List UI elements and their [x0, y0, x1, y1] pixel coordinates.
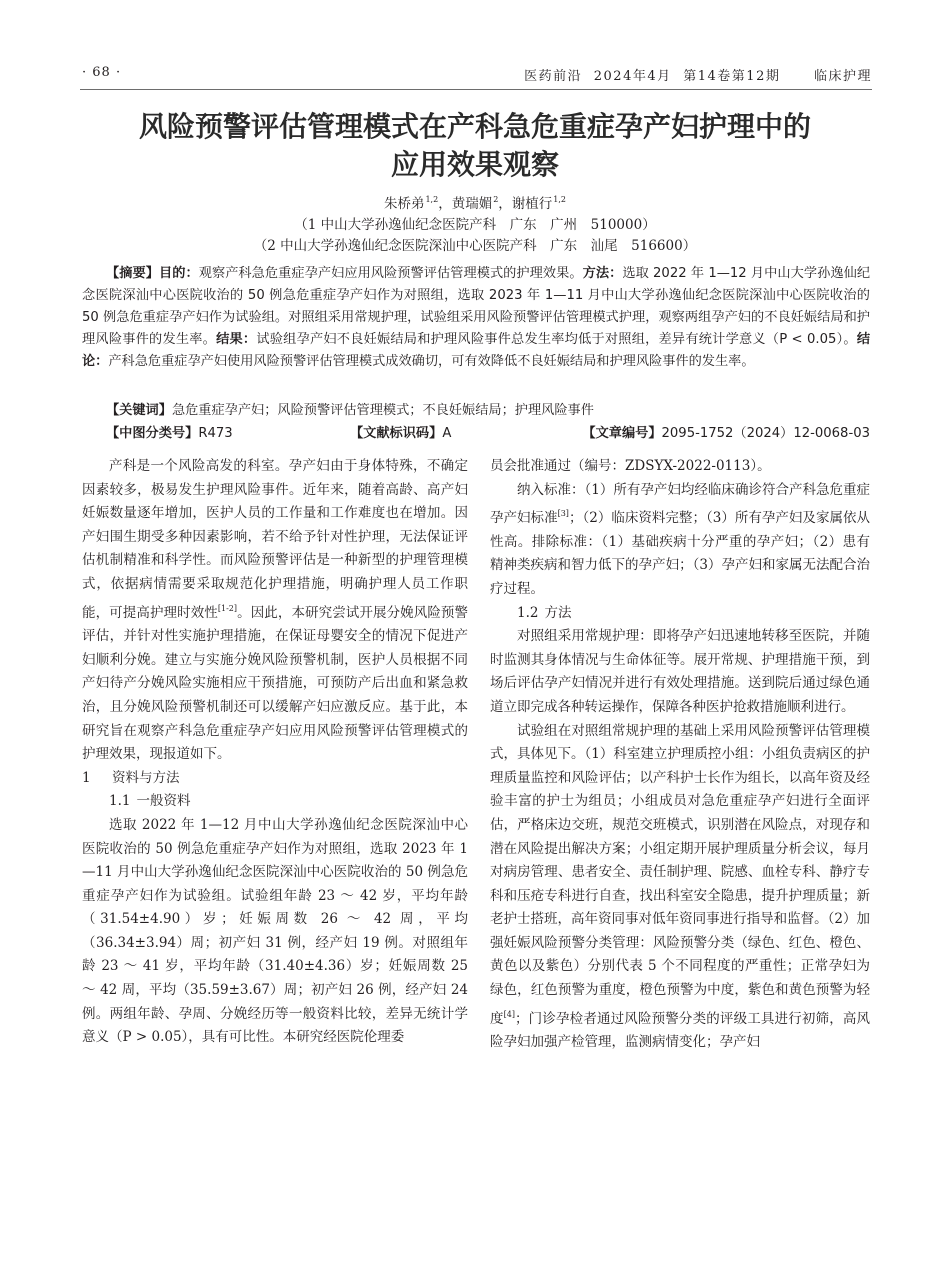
- section-title: 资料与方法: [112, 769, 180, 786]
- abstract-conclusion: 产科急危重症孕产妇使用风险预警评估管理模式成效确切，可有效降低不良妊娠结局和护理风险事件的发生率。: [108, 354, 755, 369]
- abstract-purpose-label: 目的：: [159, 266, 199, 281]
- affiliation-list: [60, 215, 890, 257]
- journal-issue: 2024年4月: [593, 69, 672, 84]
- article-value: 2095-1752（2024）12-0068-03: [661, 426, 870, 441]
- author-affil-mark: 2: [493, 195, 499, 204]
- title-line-1: 风险预警评估管理模式在产科急危重症孕产妇护理中的: [138, 110, 811, 143]
- author-separator: ，: [438, 196, 452, 212]
- body-paragraph: [82, 455, 468, 767]
- article-title: [60, 108, 890, 184]
- paragraph-text: 产科是一个风险高发的科室。孕产妇由于身体特殊，不确定因素较多，极易发生护理风险事件。近年来，随着高龄、高产妇妊娠数量逐年增加，医护人员的工作量和工作难度也在增加。因产妇围生期受多种因素影响，若不给予针对性护理，无法保证评估机制精准和科学性。而风险预警评估是一种新型的护理管理模式，依据病情需要采取规范化护理措施，明确护理人员工作职能，可提高护理时效性: [82, 458, 468, 621]
- affiliation-2: （2 中山大学孙逸仙纪念医院深汕中心医院产科 广东 汕尾 516600）: [253, 238, 697, 254]
- page-number: · 68 ·: [82, 65, 122, 80]
- subsection-heading: [490, 602, 870, 626]
- paragraph-text: ；门诊孕检者通过风险预警分类的评级工具进行初筛，高风险孕妇加强产检管理，监测病情变化；孕产妇: [490, 1010, 871, 1051]
- abstract: [82, 263, 870, 373]
- body-paragraph: [490, 720, 870, 1055]
- body-paragraph: 对照组采用常规护理：即将孕产妇迅速地转移至医院，并随时监测其身体情况与生命体征等。展开常规、护理措施干预，到场后评估孕产妇情况并进行有效处理措施。送到院后通过绿色通道立即完成各种转运操作，保障各种医护抢救措施顺利进行。: [490, 628, 870, 715]
- author-affil-mark: 1,2: [553, 195, 567, 204]
- abstract-method: 选取 2022 年 1—12 月中山大学孙逸仙纪念医院深汕中心医院收治的 50 例急危重症孕产妇作为对照组，选取 2023 年 1—11 月中山大学孙逸仙纪念医院深汕中心医院收治的 50 例急危重症孕产妇作为试验组。对照组采用常规护理，试验组采用风险预警评估管理模式护理，观察两组孕产妇的不良妊娠结局和护理风险事件的发生率。: [82, 266, 871, 347]
- title-line-2: 应用效果观察: [390, 148, 559, 181]
- body-paragraph: 员会批准通过（编号：ZDSYX-2022-0113）。: [490, 458, 771, 474]
- paragraph-text: 。因此，本研究尝试开展分娩风险预警评估，并针对性实施护理措施，在保证母婴安全的情况下促进产妇顺利分娩。建立与实施分娩风险预警机制，医护人员根据不同产妇待产分娩风险实施相应干预措施，可预防产后出血和紧急救治，且分娩风险预警机制还可以缓解产妇应激反应。基于此，本研究旨在观察产科急危重症孕产妇应用风险预警评估管理模式的护理效果，现报道如下。: [82, 604, 469, 763]
- citation: [3]: [557, 509, 569, 519]
- clc-code: [106, 423, 233, 445]
- clc-label: 【中图分类号】: [106, 426, 199, 441]
- journal-section: 临床护理: [813, 69, 872, 84]
- keywords: [82, 400, 870, 422]
- subsection-title: 方法: [544, 604, 572, 621]
- subsection-title: 一般资料: [136, 793, 191, 810]
- article-number: [582, 423, 870, 445]
- right-column: [490, 455, 870, 1055]
- author-list: [60, 192, 890, 212]
- author-affil-mark: 1,2: [425, 195, 439, 204]
- abstract-purpose: 观察产科急危重症孕产妇应用风险预警评估管理模式的护理效果。: [198, 266, 583, 281]
- subsection-number: 1.1: [109, 793, 131, 810]
- document-code: [350, 423, 451, 445]
- abstract-method-label: 方法：: [582, 266, 623, 281]
- article-label: 【文章编号】: [582, 426, 662, 441]
- affiliation-1: （1 中山大学孙逸仙纪念医院产科 广东 广州 510000）: [294, 217, 656, 233]
- header-rule: [80, 89, 872, 90]
- abstract-result-label: 结果：: [216, 332, 257, 347]
- journal-name: 医药前沿: [524, 69, 583, 84]
- subsection-heading: [82, 790, 468, 814]
- citation: [1-2]: [217, 603, 238, 613]
- subsection-number: 1.2: [517, 604, 539, 621]
- author-separator: ，: [498, 196, 512, 212]
- journal-volume: 第14卷第12期: [683, 69, 781, 84]
- section-heading: [82, 767, 468, 791]
- journal-info: [524, 65, 872, 84]
- clc-value: R473: [198, 426, 233, 441]
- abstract-result: 试验组孕产妇不良妊娠结局和护理风险事件总发生率均低于对照组，差异有统计学意义（P < 0.05）。: [256, 332, 857, 347]
- author-name: 黄瑞媚: [451, 196, 493, 212]
- author-name: 谢植行: [511, 196, 553, 212]
- paragraph-text: ；（2）临床资料完整；（3）所有孕产妇及家属依从性高。排除标准：（1）基础疾病十分严重的孕产妇；（2）患有精神类疾病和智力低下的孕产妇；（3）孕产妇和家属无法配合治疗过程。: [490, 510, 871, 597]
- paragraph-text: 纳入标准：（1）所有孕产妇均经临床确诊符合产科急危重症孕产妇标准: [490, 481, 870, 527]
- paragraph-text: 试验组在对照组常规护理的基础上采用风险预警评估管理模式，具体见下。（1）科室建立护理质控小组：小组负责病区的护理质量监控和风险评估；以产科护士长作为组长，以高年资及经验丰富的护士为组员；小组成员对急危重症孕产妇进行全面评估，严格床边交班，规范交班模式，识别潜在风险点，对现存和潜在风险提出解决方案；小组定期开展护理质量分析会议，每月对病房管理、患者安全、责任制护理、院感、血栓专科、静疗专科和压疮专科进行自查，找出科室安全隐患，提升护理质量；新老护士搭班，高年资同事对低年资同事进行指导和监督。（2）加强妊娠风险预警分类管理：风险预警分类（绿色、红色、橙色、黄色以及紫色）分别代表 5 个不同程度的严重性；正常孕妇为绿色，红色预警为重度，橙色预警为中度，紫色和黄色预警为轻度: [490, 722, 870, 1027]
- citation: [4]: [503, 1009, 516, 1019]
- abstract-conclusion-label: 结论：: [82, 332, 871, 369]
- doc-value: A: [442, 426, 452, 441]
- doc-label: 【文献标识码】: [350, 426, 443, 441]
- classification-line: [82, 423, 870, 445]
- left-column: [82, 455, 468, 1050]
- keywords-text: 急危重症孕产妇；风险预警评估管理模式；不良妊娠结局；护理风险事件: [171, 403, 594, 418]
- author-name: 朱桥弟: [383, 196, 425, 212]
- body-paragraph: [490, 479, 870, 602]
- body-paragraph: 选取 2022 年 1—12 月中山大学孙逸仙纪念医院深汕中心医院收治的 50 例急危重症孕产妇作为对照组，选取 2023 年 1—11 月中山大学孙逸仙纪念医院深汕中心医院收治的 50 例急危重症孕产妇作为试验组。试验组年龄 23 ～ 42 岁，平均年龄（31.54±4.90）岁；妊娠周数 26 ～ 42 周，平均（36.34±3.94）周；初产妇 31 例，经产妇 19 例。对照组年龄 23 ～ 41 岁，平均年龄（31.40±4.36）岁；妊娠周数 25 ～ 42 周，平均（35.59±3.67）周；初产妇 26 例，经产妇 24 例。两组年龄、孕周、分娩经历等一般资料比较，差异无统计学意义（P > 0.05），具有可比性。本研究经医院伦理委: [82, 816, 468, 1046]
- keywords-label: 【关键词】: [106, 403, 172, 418]
- section-number: 1: [82, 769, 91, 786]
- running-header: [82, 62, 872, 86]
- abstract-label: 【摘要】: [106, 266, 159, 281]
